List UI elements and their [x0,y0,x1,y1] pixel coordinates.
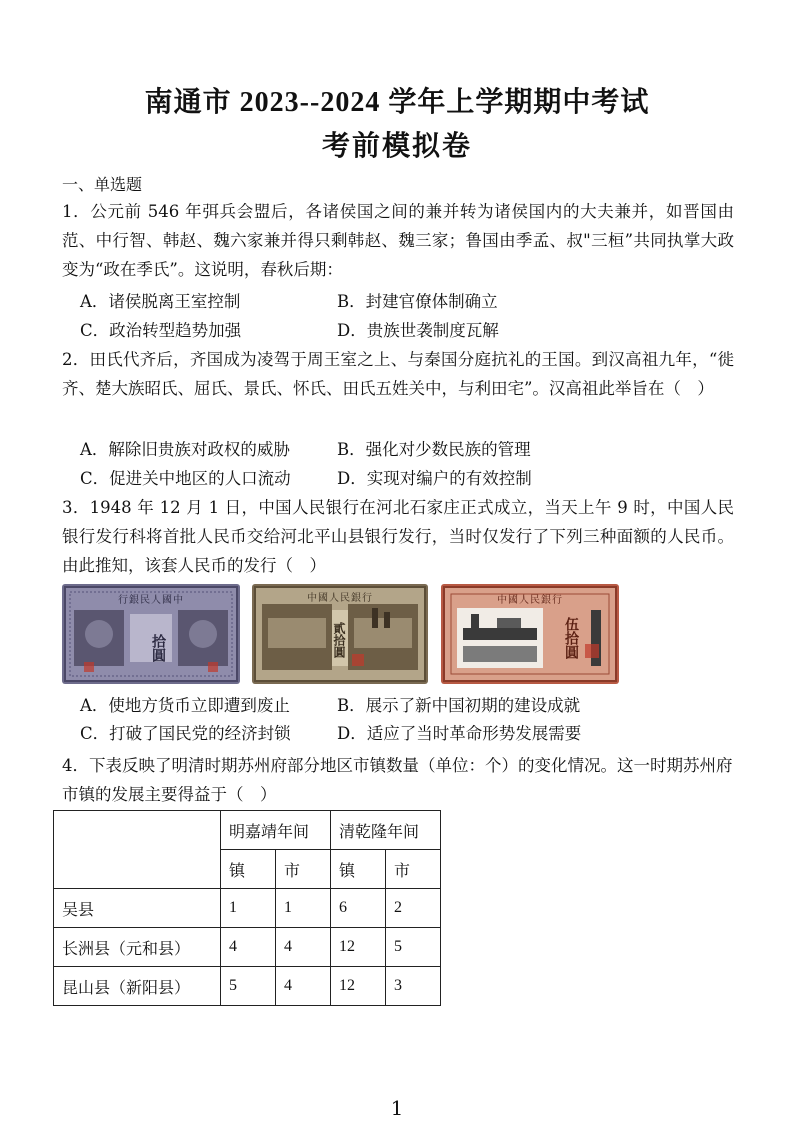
banknote-20-yuan [252,584,428,684]
cell: 5 [221,967,276,1006]
exam-title: 南通市 2023--2024 学年上学期期中考试 [144,87,650,118]
market-town-table [53,810,441,1006]
q2-option-b[interactable]: B．强化对少数民族的管理 [337,440,531,459]
q3-option-c[interactable]: C．打破了国民党的经济封锁 [80,724,291,743]
cell: 12 [331,928,386,967]
table-row [54,889,441,928]
question-3-stem: 3．1948 年 12 月 1 日，中国人民银行在河北石家庄正式成立，当天上午 9 时，中国人民银行发行科将首批人民币交给河北平山县银行发行，当时仅发行了下列三种面额的人民币。由此推知，该套人民币的发行（ ） [62,498,734,575]
cell: 4 [221,928,276,967]
banknote-50-yuan [441,584,619,684]
q2-option-c[interactable]: C．促进关中地区的人口流动 [80,469,291,488]
banknote-1-bank: 行銀民人國中 [118,595,184,606]
q1-option-d[interactable]: D．贵族世袭制度瓦解 [337,321,499,340]
period2-header: 清乾隆年间 [331,811,441,850]
row-region: 吴县 [54,889,221,928]
question-1-stem: 1．公元前 546 年弭兵会盟后，各诸侯国之间的兼并转为诸侯国内的大夫兼并，如晋国由范、中行智、韩赵、魏六家兼并得只剩韩赵、魏三家；鲁国由季孟、叔"三桓”共同执掌大政变为“政在季氏”。这说明，春秋后期： [62,202,734,279]
q2-option-a[interactable]: A．解除旧贵族对政权的威胁 [80,440,290,459]
sub-header: 市 [276,850,331,889]
sub-header: 市 [386,850,441,889]
row-region: 昆山县（新阳县） [54,967,221,1006]
cell: 5 [386,928,441,967]
q1-option-a[interactable]: A．诸侯脱离王室控制 [80,292,241,311]
banknote-2-bank: 中國人民銀行 [307,593,373,604]
cell: 2 [386,889,441,928]
banknote-10-yuan [62,584,240,684]
q1-option-b[interactable]: B．封建官僚体制确立 [337,292,498,311]
question-4-stem: 4．下表反映了明清时期苏州府部分地区市镇数量（单位：个）的变化情况。这一时期苏州府市镇的发展主要得益于（ ） [62,756,733,804]
section-heading: 一、单选题 [62,175,143,194]
cell: 1 [221,889,276,928]
cell: 1 [276,889,331,928]
q3-option-b[interactable]: B．展示了新中国初期的建设成就 [337,696,581,715]
table-corner [54,811,221,889]
q2-option-d[interactable]: D．实现对编户的有效控制 [337,469,532,488]
table-row [54,928,441,967]
q3-option-d[interactable]: D．适应了当时革命形势发展需要 [337,724,582,743]
banknote-2-denomination: 貳拾圓 [332,622,346,658]
q3-option-a[interactable]: A．使地方货币立即遭到废止 [80,696,290,715]
cell: 4 [276,967,331,1006]
banknote-1-denomination: 拾圓 [150,634,166,662]
cell: 12 [331,967,386,1006]
sub-header: 镇 [331,850,386,889]
page-number: 1 [390,1096,404,1120]
cell: 4 [276,928,331,967]
sub-header: 镇 [221,850,276,889]
row-region: 长洲县（元和县） [54,928,221,967]
question-2-stem: 2．田氏代齐后，齐国成为凌驾于周王室之上、与秦国分庭抗礼的王国。到汉高祖九年，“徙齐、楚大族昭氏、屈氏、景氏、怀氏、田氏五姓关中，与利田宅”。汉高祖此举旨在（ ） [62,350,734,398]
banknote-3-denomination: 伍拾圓 [563,617,579,659]
cell: 6 [331,889,386,928]
period1-header: 明嘉靖年间 [221,811,331,850]
exam-subtitle: 考前模拟卷 [321,129,472,162]
q1-option-c[interactable]: C．政治转型趋势加强 [80,321,242,340]
cell: 3 [386,967,441,1006]
banknote-3-bank: 中國人民銀行 [497,595,563,606]
table-row [54,967,441,1006]
